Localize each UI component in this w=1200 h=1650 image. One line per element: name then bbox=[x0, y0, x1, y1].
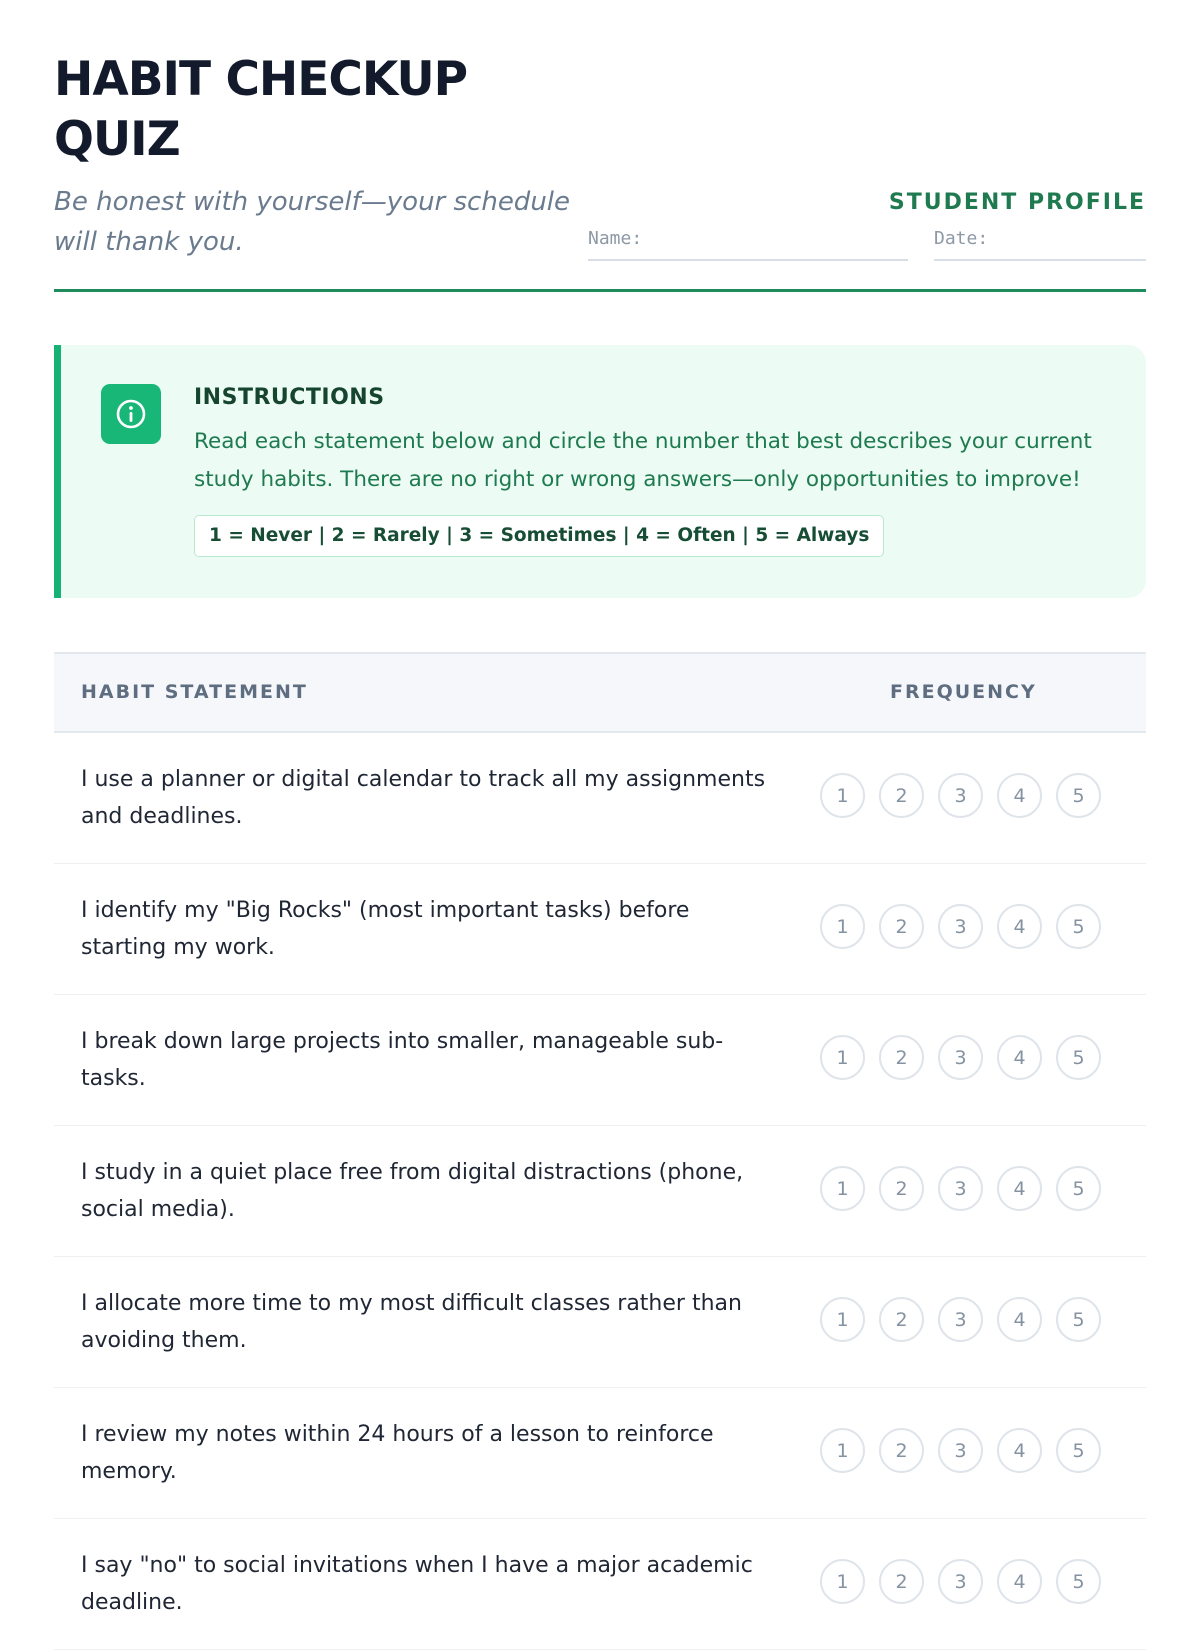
frequency-option-1[interactable]: 1 bbox=[820, 1428, 865, 1473]
frequency-option-5[interactable]: 5 bbox=[1056, 1166, 1101, 1211]
date-field[interactable]: Date: bbox=[934, 222, 1146, 261]
column-header-frequency: FREQUENCY bbox=[890, 681, 1037, 703]
frequency-options bbox=[820, 773, 1101, 818]
frequency-option-5[interactable]: 5 bbox=[1056, 773, 1101, 818]
frequency-options bbox=[820, 1035, 1101, 1080]
habit-statement: I use a planner or digital calendar to track all my assignments and deadlines. bbox=[81, 767, 766, 829]
frequency-option-5[interactable]: 5 bbox=[1056, 1035, 1101, 1080]
frequency-options bbox=[820, 1297, 1101, 1342]
frequency-option-5[interactable]: 5 bbox=[1056, 1297, 1101, 1342]
frequency-option-4[interactable]: 4 bbox=[997, 904, 1042, 949]
frequency-option-3[interactable]: 3 bbox=[938, 904, 983, 949]
habit-statement: I say "no" to social invitations when I have a major academic deadline. bbox=[81, 1553, 753, 1615]
frequency-option-3[interactable]: 3 bbox=[938, 1559, 983, 1604]
table-row bbox=[54, 733, 1146, 864]
frequency-option-3[interactable]: 3 bbox=[938, 1166, 983, 1211]
habit-statement: I identify my "Big Rocks" (most important tasks) before starting my work. bbox=[81, 898, 690, 960]
habit-statement: I review my notes within 24 hours of a lesson to reinforce memory. bbox=[81, 1422, 714, 1484]
info-icon bbox=[101, 384, 161, 444]
frequency-option-1[interactable]: 1 bbox=[820, 1166, 865, 1211]
frequency-option-3[interactable]: 3 bbox=[938, 773, 983, 818]
habit-table bbox=[54, 652, 1146, 1650]
frequency-option-2[interactable]: 2 bbox=[879, 904, 924, 949]
frequency-option-3[interactable]: 3 bbox=[938, 1297, 983, 1342]
frequency-option-4[interactable]: 4 bbox=[997, 1559, 1042, 1604]
frequency-option-2[interactable]: 2 bbox=[879, 1166, 924, 1211]
frequency-option-2[interactable]: 2 bbox=[879, 773, 924, 818]
frequency-option-2[interactable]: 2 bbox=[879, 1297, 924, 1342]
table-row bbox=[54, 1388, 1146, 1519]
frequency-option-1[interactable]: 1 bbox=[820, 1035, 865, 1080]
name-field[interactable]: Name: bbox=[588, 222, 908, 261]
frequency-option-5[interactable]: 5 bbox=[1056, 904, 1101, 949]
header bbox=[54, 0, 1146, 292]
frequency-option-1[interactable]: 1 bbox=[820, 904, 865, 949]
instructions-title: INSTRUCTIONS bbox=[194, 385, 385, 410]
habit-statement: I break down large projects into smaller, manageable sub-tasks. bbox=[81, 1029, 724, 1091]
table-row bbox=[54, 864, 1146, 995]
frequency-option-5[interactable]: 5 bbox=[1056, 1559, 1101, 1604]
instructions-card bbox=[54, 345, 1146, 598]
column-header-statement: HABIT STATEMENT bbox=[81, 681, 308, 703]
table-header bbox=[54, 652, 1146, 733]
table-row bbox=[54, 1257, 1146, 1388]
frequency-option-1[interactable]: 1 bbox=[820, 1297, 865, 1342]
table-row bbox=[54, 1126, 1146, 1257]
scale-key: 1 = Never | 2 = Rarely | 3 = Sometimes | 4 = Often | 5 = Always bbox=[194, 515, 884, 557]
frequency-option-3[interactable]: 3 bbox=[938, 1428, 983, 1473]
frequency-option-2[interactable]: 2 bbox=[879, 1428, 924, 1473]
frequency-option-1[interactable]: 1 bbox=[820, 1559, 865, 1604]
frequency-option-5[interactable]: 5 bbox=[1056, 1428, 1101, 1473]
frequency-option-3[interactable]: 3 bbox=[938, 1035, 983, 1080]
frequency-options bbox=[820, 1559, 1101, 1604]
frequency-option-1[interactable]: 1 bbox=[820, 773, 865, 818]
page-subtitle: Be honest with yourself—your schedule will thank you. bbox=[54, 187, 571, 257]
frequency-option-4[interactable]: 4 bbox=[997, 1035, 1042, 1080]
frequency-option-2[interactable]: 2 bbox=[879, 1559, 924, 1604]
page-title: HABIT CHECKUP QUIZ bbox=[54, 52, 468, 167]
habit-statement: I allocate more time to my most difficult classes rather than avoiding them. bbox=[81, 1291, 742, 1353]
student-profile-label: STUDENT PROFILE bbox=[888, 190, 1146, 215]
table-row bbox=[54, 995, 1146, 1126]
frequency-option-4[interactable]: 4 bbox=[997, 1297, 1042, 1342]
table-row bbox=[54, 1519, 1146, 1650]
frequency-option-4[interactable]: 4 bbox=[997, 773, 1042, 818]
instructions-body: Read each statement below and circle the number that best describes your current study habits. There are no right or wrong answers—only opportunities to improve! bbox=[194, 429, 1092, 492]
frequency-options bbox=[820, 1166, 1101, 1211]
table-body bbox=[54, 733, 1146, 1650]
frequency-options bbox=[820, 904, 1101, 949]
frequency-option-4[interactable]: 4 bbox=[997, 1428, 1042, 1473]
frequency-option-4[interactable]: 4 bbox=[997, 1166, 1042, 1211]
habit-statement: I study in a quiet place free from digital distractions (phone, social media). bbox=[81, 1160, 744, 1222]
frequency-options bbox=[820, 1428, 1101, 1473]
frequency-option-2[interactable]: 2 bbox=[879, 1035, 924, 1080]
